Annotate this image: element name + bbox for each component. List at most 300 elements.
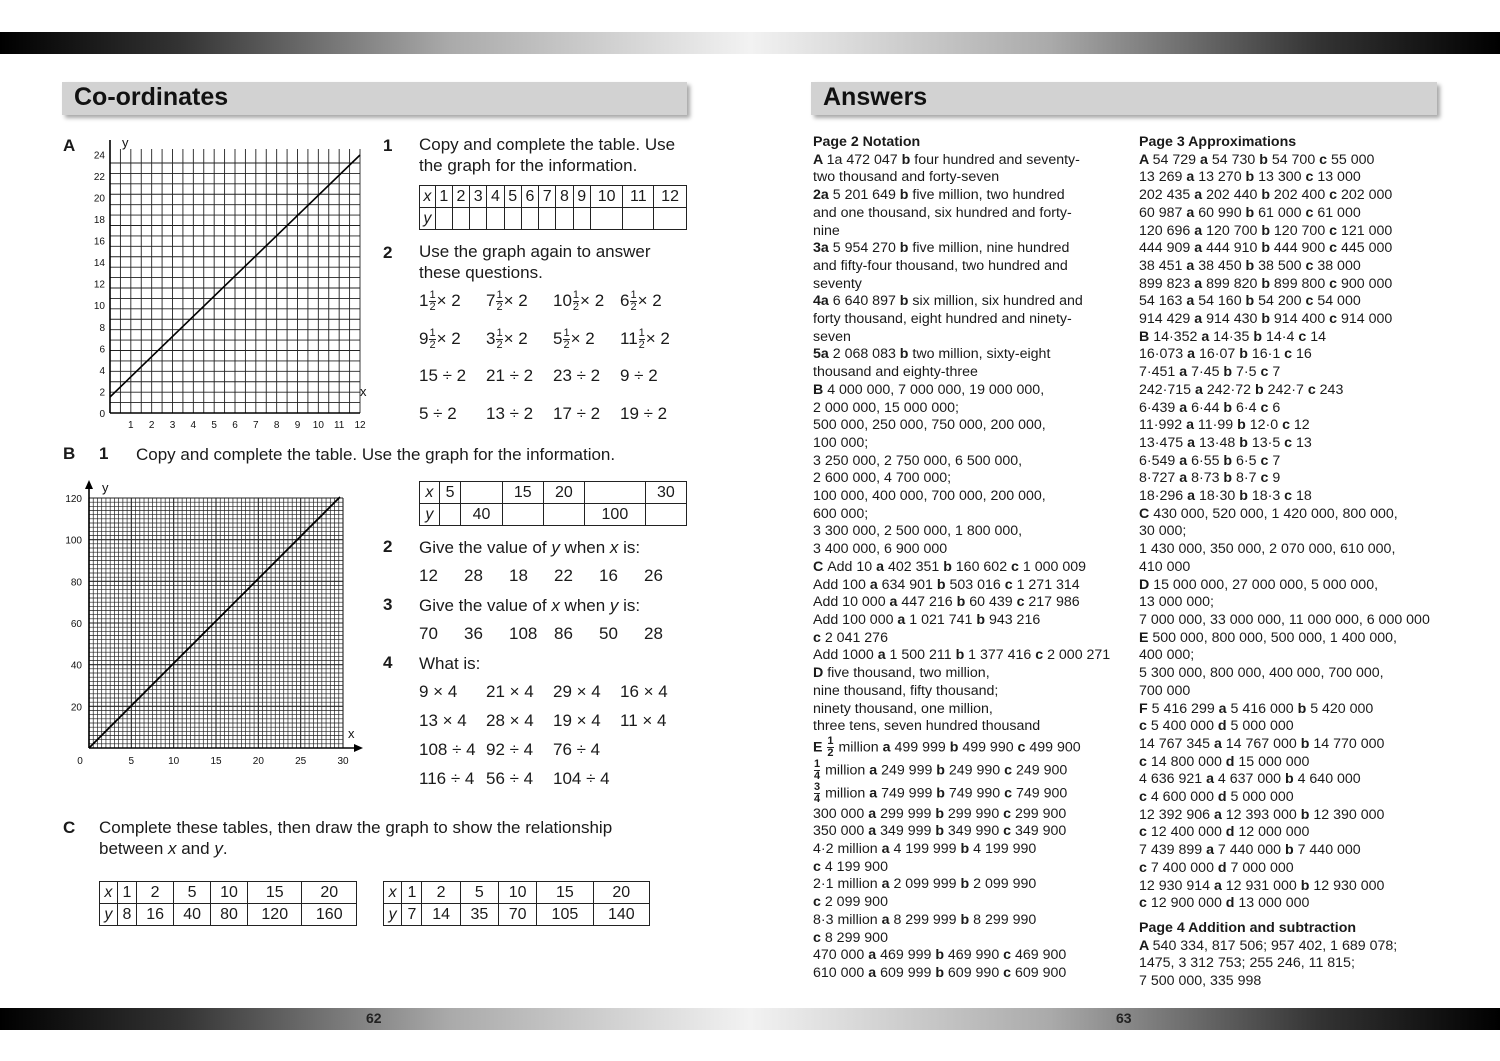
table-cell: 40 [174, 904, 211, 926]
value-item: 16 [599, 566, 618, 585]
table-cell: 11 [623, 186, 654, 208]
top-decorative-bar [0, 32, 1500, 54]
a-q2-line-2: these questions. [419, 263, 543, 282]
value-item: 12 [419, 566, 438, 585]
table-cell [487, 208, 504, 230]
graph-b-y-tick: 60 [70, 619, 82, 630]
answer-line: 7 000 000, 33 000 000, 11 000 000, 6 000 000 [1139, 611, 1430, 628]
answer-line: 30 000; [1139, 523, 1187, 540]
a-q1-text [419, 134, 675, 176]
table-cell: 8 [556, 186, 573, 208]
table-header-cell: y [420, 208, 436, 230]
table-cell: 140 [593, 904, 649, 926]
c-text-pre: between [99, 839, 168, 858]
answer-line: 7 439 899 a 7 440 000 b 7 440 000 [1139, 842, 1361, 859]
a-q1-line-2: the graph for the information. [419, 156, 638, 175]
b-q3-text [419, 595, 640, 616]
answer-line: 12 930 914 a 12 931 000 b 12 930 000 [1139, 877, 1385, 894]
graph-a-y-tick: 22 [93, 171, 105, 183]
answer-line: c 2 099 900 [813, 894, 888, 911]
value-item: 28 [644, 624, 663, 643]
table-cell [504, 208, 521, 230]
value-item: 26 [644, 566, 663, 585]
answers-title: Answers [823, 83, 928, 111]
graph-a-y-tick: 14 [93, 258, 105, 270]
answer-line: c 7 400 000 d 7 000 000 [1139, 859, 1294, 876]
answer-line: 5a 2 068 083 b two million, sixty-eight [813, 346, 1051, 363]
table-row [420, 208, 687, 230]
graph-a-x-ticks [128, 420, 366, 431]
graph-a-y-tick: 24 [93, 150, 105, 162]
table-row [384, 904, 650, 926]
answers-column-2 [1139, 134, 1430, 991]
graph-a-x-tick: 5 [211, 420, 217, 431]
table-cell: 120 [248, 904, 302, 926]
mixed-number-expression: 1 $\frac{1}{2}$ × 2 [419, 289, 461, 313]
answer-line: 350 000 a 349 999 b 349 990 c 349 900 [813, 823, 1067, 840]
answer-line: c 2 041 276 [813, 629, 888, 646]
graph-b-y-tick: 0 [77, 756, 83, 767]
expression-item: 11 × 4 [620, 711, 667, 730]
section-b-label: B [63, 444, 76, 463]
graph-b-x-tick: 30 [337, 756, 349, 767]
b-q3-var2: y [609, 596, 619, 615]
table-cell [623, 208, 654, 230]
b-q1-text: Copy and complete the table. Use the graph for the information. [136, 445, 616, 464]
b-q4-row [419, 682, 687, 702]
table-row [100, 904, 357, 926]
value-item: 36 [464, 624, 483, 643]
graph-b-x-label: x [348, 726, 355, 741]
division-expression: 13 ÷ 2 [486, 404, 534, 423]
graph-a-x-tick: 6 [232, 420, 238, 431]
page-number-right: 63 [1116, 1010, 1132, 1026]
table-cell: 5 [460, 882, 498, 904]
c-text-line-2 [99, 838, 612, 859]
answer-line: nine [813, 222, 840, 239]
answer-line: 470 000 a 469 999 b 469 990 c 469 900 [813, 947, 1067, 964]
answer-line: c 8 299 900 [813, 929, 888, 946]
answer-line: forty thousand, eight hundred and ninety- [813, 311, 1072, 328]
answer-line: 400 000; [1139, 647, 1195, 664]
answer-line: c 14 800 000 d 15 000 000 [1139, 753, 1310, 770]
graph-a-x-tick: 7 [253, 420, 259, 431]
graph-a-y-tick: 20 [93, 193, 105, 205]
table-cell: 9 [573, 186, 590, 208]
value-item: 70 [419, 624, 438, 643]
table-cell: 80 [211, 904, 248, 926]
table-cell: 7 [539, 186, 556, 208]
answer-line: 444 909 a 444 910 b 444 900 c 445 000 [1139, 240, 1393, 257]
a-q1-table [419, 185, 687, 230]
table-cell: 1 [402, 882, 422, 904]
c-text [99, 817, 612, 859]
table-row [420, 186, 687, 208]
table-cell: 15 [502, 482, 543, 504]
table-cell: 14 [422, 904, 460, 926]
answer-line: E $\frac{1}{2}$ million a 499 999 b 499 990 c 499 900 [813, 734, 1081, 759]
table-cell: 5 [174, 882, 211, 904]
answer-line: ninety thousand, one million, [813, 700, 993, 717]
table-row [384, 882, 650, 904]
answer-line: 3 250 000, 2 750 000, 6 500 000, [813, 452, 1023, 469]
answer-line: 2a 5 201 649 b five million, two hundred [813, 187, 1065, 204]
answer-line: 300 000 a 299 999 b 299 990 c 299 900 [813, 805, 1067, 822]
division-expression: 15 ÷ 2 [419, 366, 467, 385]
answer-line: 202 435 a 202 440 b 202 400 c 202 000 [1139, 187, 1393, 204]
answer-line: 4a 6 640 897 b six million, six hundred and [813, 293, 1083, 310]
answer-line: B 14·352 a 14·35 b 14·4 c 14 [1139, 328, 1326, 345]
mixed-number-expression: 7 $\frac{1}{2}$ × 2 [486, 289, 528, 313]
b-q3-number: 3 [383, 595, 393, 614]
answer-line: 13 000 000; [1139, 594, 1214, 611]
a-q2-row-2 [419, 328, 687, 351]
table-cell: 8 [117, 904, 136, 926]
table-cell [539, 208, 556, 230]
answer-line: two thousand and forty-seven [813, 169, 1000, 186]
answer-line: 14 767 345 a 14 767 000 b 14 770 000 [1139, 735, 1385, 752]
graph-b-x-ticks [129, 756, 349, 767]
b-q2-values [419, 566, 689, 586]
answer-line: 700 000 [1139, 682, 1191, 699]
graph-b-y-arrow [85, 480, 93, 489]
answer-line: 610 000 a 609 999 b 609 990 c 609 900 [813, 964, 1067, 981]
page-title-band-right [811, 82, 1437, 115]
answer-line: 410 000 [1139, 558, 1191, 575]
graph-b-x-tick: 5 [128, 756, 135, 767]
answer-line: 2·1 million a 2 099 999 b 2 099 990 [813, 876, 1037, 893]
table-cell [556, 208, 573, 230]
answer-line: 3 300 000, 2 500 000, 1 800 000, [813, 523, 1023, 540]
graph-b-x-arrow [354, 744, 363, 752]
answer-line: Add 1000 a 1 500 211 b 1 377 416 c 2 000 271 [813, 647, 1111, 664]
division-expression: 5 ÷ 2 [419, 404, 457, 423]
graph-a-x-tick: 10 [312, 420, 324, 431]
answer-line: 38 451 a 38 450 b 38 500 c 38 000 [1139, 257, 1361, 274]
graph-a-x-label: x [360, 384, 367, 399]
mixed-number-expression: 5 $\frac{1}{2}$ × 2 [553, 327, 595, 351]
division-expression: 21 ÷ 2 [486, 366, 534, 385]
table-cell [645, 504, 686, 526]
graph-b-y-tick: 120 [65, 494, 82, 505]
answers-section-heading: Page 2 Notation [813, 134, 921, 150]
graph-a-x-tick: 8 [273, 420, 280, 431]
answer-line: D five thousand, two million, [813, 665, 990, 682]
table-cell: 100 [585, 504, 646, 526]
answer-line: 120 696 a 120 700 b 120 700 c 121 000 [1139, 222, 1393, 239]
expression-item: 13 × 4 [419, 711, 467, 730]
table-cell: 2 [422, 882, 460, 904]
graph-b-y-tick: 80 [70, 577, 82, 589]
expression-item: 28 × 4 [486, 711, 534, 730]
c-text-line-1: Complete these tables, then draw the graph to show the relationship [99, 818, 613, 837]
c-text-x: x [168, 839, 177, 858]
page-title-band-left [62, 82, 687, 115]
table-header-cell: y [384, 904, 402, 926]
table-cell: 7 [402, 904, 422, 926]
answer-line: $\frac{3}{4}$ million a 749 999 b 749 990 c 749 900 [814, 781, 1068, 806]
table-cell: 20 [302, 882, 357, 904]
graph-b-y-tick: 100 [65, 535, 82, 547]
answer-line: 18·296 a 18·30 b 18·3 c 18 [1139, 488, 1312, 505]
graph-a-x-tick: 9 [294, 420, 301, 431]
answer-line: 7 500 000, 335 998 [1139, 973, 1262, 990]
expression-item: 29 × 4 [553, 682, 601, 701]
b-q2-var: y [551, 538, 560, 557]
answer-line: 2 000 000, 15 000 000; [813, 399, 959, 416]
table-row [100, 882, 357, 904]
table-cell: 10 [498, 882, 536, 904]
answer-line: 914 429 a 914 430 b 914 400 c 914 000 [1139, 311, 1393, 328]
answer-line: 4·2 million a 4 199 999 b 4 199 990 [813, 841, 1037, 858]
table-cell: 1 [435, 186, 452, 208]
answer-line: c 4 600 000 d 5 000 000 [1139, 789, 1294, 806]
table-cell: 15 [248, 882, 302, 904]
answer-line: Add 100 a 634 901 b 503 016 c 1 271 314 [813, 576, 1080, 593]
expression-item: 76 ÷ 4 [553, 740, 601, 759]
answer-line: F 5 416 299 a 5 416 000 b 5 420 000 [1139, 700, 1374, 717]
value-item: 86 [554, 624, 573, 643]
b-q3-var: x [551, 596, 560, 615]
table-header-cell: x [420, 186, 436, 208]
answer-line: 100 000; [813, 434, 869, 451]
graph-a-x-tick: 1 [128, 420, 134, 431]
b-q1-number: 1 [99, 444, 109, 463]
answer-line: and fifty-four thousand, two hundred and [813, 257, 1068, 274]
table-cell: 30 [645, 482, 686, 504]
b-q1-table [419, 481, 687, 526]
b-q4-row [419, 740, 620, 760]
graph-a-y-tick: 12 [93, 279, 105, 291]
answer-line: 4 636 921 a 4 637 000 b 4 640 000 [1139, 771, 1361, 788]
b-q3-post: is: [618, 596, 641, 615]
expression-item: 108 ÷ 4 [419, 740, 476, 759]
answer-line: 16·073 a 16·07 b 16·1 c 16 [1139, 346, 1312, 363]
c-table-1 [99, 881, 357, 926]
graph-a-x-tick: 3 [169, 420, 176, 431]
graph-a-y-tick: 2 [99, 387, 105, 399]
table-cell: 20 [543, 482, 584, 504]
graph-a-grid [110, 149, 360, 413]
table-cell: 1 [117, 882, 136, 904]
answer-line: Add 100 000 a 1 021 741 b 943 216 [813, 611, 1041, 628]
table-cell [521, 208, 538, 230]
table-cell [502, 504, 543, 526]
bottom-decorative-bar [0, 1008, 1500, 1030]
answer-line: 3a 5 954 270 b five million, nine hundred [813, 240, 1070, 257]
a-q2-row-4 [419, 404, 687, 424]
table-cell [452, 208, 469, 230]
expression-item: 21 × 4 [486, 682, 534, 701]
expression-item: 92 ÷ 4 [486, 740, 534, 759]
graph-b-x-tick: 20 [252, 756, 264, 767]
graph-b-y-tick: 20 [70, 702, 82, 714]
answer-line: 899 823 a 899 820 b 899 800 c 900 000 [1139, 275, 1393, 292]
section-a-label: A [63, 136, 76, 155]
a-q2-text [419, 241, 651, 283]
answer-line: 8·3 million a 8 299 999 b 8 299 990 [813, 911, 1037, 928]
table-row [420, 504, 687, 526]
b-q2-post: is: [618, 538, 641, 557]
table-cell: 4 [487, 186, 504, 208]
b-q2-text [419, 537, 640, 558]
page-title: Co-ordinates [74, 83, 229, 111]
answer-line: 7·451 a 7·45 b 7·5 c 7 [1139, 364, 1281, 381]
table-cell: 70 [498, 904, 536, 926]
table-cell [590, 208, 623, 230]
answer-line: 1 430 000, 350 000, 2 070 000, 610 000, [1139, 541, 1396, 558]
value-item: 28 [464, 566, 483, 585]
table-header-cell: x [100, 882, 118, 904]
b-q2-var2: x [609, 538, 619, 557]
answer-line: 12 392 906 a 12 393 000 b 12 390 000 [1139, 806, 1385, 823]
graph-a-x-tick: 4 [190, 420, 197, 431]
graph-a-x-tick: 12 [354, 420, 366, 431]
answers-section-heading: Page 4 Addition and subtraction [1139, 919, 1357, 936]
expression-item: 9 × 4 [419, 682, 458, 701]
table-cell: 12 [654, 186, 687, 208]
answer-line: 54 163 a 54 160 b 54 200 c 54 000 [1139, 293, 1361, 310]
answer-line: 13·475 a 13·48 b 13·5 c 13 [1139, 434, 1312, 451]
answer-line: C 430 000, 520 000, 1 420 000, 800 000, [1139, 505, 1398, 522]
answer-line: A 540 334, 817 506; 957 402, 1 689 078; [1139, 937, 1398, 954]
answer-line: 1475, 3 312 753; 255 246, 11 815; [1139, 955, 1355, 972]
answer-line: 5 300 000, 800 000, 400 000, 700 000, [1139, 665, 1384, 682]
b-q2-mid: when [559, 538, 610, 557]
table-cell: 5 [504, 186, 521, 208]
table-cell [439, 504, 461, 526]
graph-a [88, 130, 378, 431]
table-cell [573, 208, 590, 230]
table-cell [435, 208, 452, 230]
expression-item: 56 ÷ 4 [486, 769, 534, 788]
answer-line: 100 000, 400 000, 700 000, 200 000, [813, 488, 1046, 505]
table-cell: 105 [537, 904, 593, 926]
answer-line: nine thousand, fifty thousand; [813, 682, 999, 699]
graph-a-x-tick: 11 [333, 420, 345, 431]
graph-b-y-label: y [102, 480, 109, 495]
answer-line: thousand and eighty-three [813, 364, 978, 381]
answer-line: D 15 000 000, 27 000 000, 5 000 000, [1139, 576, 1379, 593]
a-q2-number: 2 [383, 243, 393, 262]
table-cell: 40 [461, 504, 502, 526]
answer-line: $\frac{1}{4}$ million a 249 999 b 249 990 c 249 900 [814, 758, 1068, 783]
answer-line: 500 000, 250 000, 750 000, 200 000, [813, 417, 1046, 434]
graph-a-y-tick: 10 [93, 301, 105, 313]
graph-a-y-tick: 4 [99, 365, 105, 377]
expression-item: 19 × 4 [553, 711, 601, 730]
graph-a-y-tick: 0 [99, 409, 105, 420]
table-cell: 35 [460, 904, 498, 926]
c-text-post: . [222, 839, 228, 858]
table-cell [654, 208, 687, 230]
answer-line: 242·715 a 242·72 b 242·7 c 243 [1139, 381, 1344, 398]
answer-line: seventy [813, 275, 862, 292]
table-header-cell: x [420, 482, 440, 504]
table-header-cell: x [384, 882, 402, 904]
table-cell: 16 [137, 904, 174, 926]
mixed-number-expression: 6 $\frac{1}{2}$ × 2 [620, 289, 662, 313]
table-cell: 20 [593, 882, 649, 904]
table-cell: 5 [439, 482, 461, 504]
section-c-label: C [63, 818, 76, 837]
b-q3-mid: when [559, 596, 610, 615]
b-q4-text: What is: [419, 654, 481, 673]
answer-line: Add 10 000 a 447 216 b 60 439 c 217 986 [813, 594, 1080, 611]
graph-a-y-ticks [94, 150, 106, 420]
table-header-cell: y [100, 904, 118, 926]
value-item: 108 [509, 624, 538, 643]
answer-line: c 5 400 000 d 5 000 000 [1139, 718, 1294, 735]
graph-b-x-tick: 15 [210, 756, 222, 767]
answer-line: c 4 199 900 [813, 858, 888, 875]
answer-line: c 12 400 000 d 12 000 000 [1139, 824, 1310, 841]
division-expression: 17 ÷ 2 [553, 404, 601, 423]
c-text-y: y [214, 839, 223, 858]
expression-item: 104 ÷ 4 [553, 769, 610, 788]
graph-a-x-tick: 2 [148, 420, 155, 431]
division-expression: 23 ÷ 2 [553, 366, 601, 385]
graph-b-y-tick: 40 [70, 660, 82, 672]
answer-line: A 1a 472 047 b four hundred and seventy- [813, 151, 1080, 168]
graph-b [60, 476, 370, 771]
division-expression: 9 ÷ 2 [620, 366, 658, 385]
answers-section-heading: Page 3 Approximations [1139, 134, 1297, 150]
graph-a-y-tick: 8 [99, 322, 105, 334]
mixed-number-expression: 10 $\frac{1}{2}$ × 2 [553, 289, 605, 313]
table-cell [470, 208, 487, 230]
answer-line: 13 269 a 13 270 b 13 300 c 13 000 [1139, 169, 1361, 186]
graph-a-y-tick: 6 [99, 344, 105, 356]
table-cell: 10 [211, 882, 248, 904]
expression-item: 116 ÷ 4 [419, 769, 475, 788]
answer-line: three tens, seven hundred thousand [813, 718, 1041, 735]
a-q1-line-1: Copy and complete the table. Use [419, 135, 676, 154]
table-cell: 2 [452, 186, 469, 208]
answer-line: c 12 900 000 d 13 000 000 [1139, 895, 1310, 912]
expression-item: 16 × 4 [620, 682, 668, 701]
answer-line: seven [813, 328, 851, 345]
table-cell [543, 504, 584, 526]
c-text-mid: and [176, 839, 215, 858]
table-cell: 2 [137, 882, 174, 904]
answer-line: 8·727 a 8·73 b 8·7 c 9 [1139, 470, 1281, 487]
graph-a-y-label: y [122, 135, 129, 150]
graph-b-y-ticks [65, 494, 83, 767]
table-cell [585, 482, 646, 504]
mixed-number-expression: 9 $\frac{1}{2}$ × 2 [419, 327, 461, 351]
answer-line: 60 987 a 60 990 b 61 000 c 61 000 [1139, 204, 1361, 221]
answer-line: 11·992 a 11·99 b 12·0 c 12 [1139, 417, 1310, 434]
table-row [420, 482, 687, 504]
answer-line: B 4 000 000, 7 000 000, 19 000 000, [813, 381, 1045, 398]
table-cell [461, 482, 502, 504]
a-q2-row-1 [419, 290, 687, 313]
b-q4-row [419, 711, 687, 731]
b-q3-values [419, 624, 689, 644]
b-q4-number: 4 [383, 653, 393, 672]
answer-line: 2 600 000, 4 700 000; [813, 470, 952, 487]
answer-line: 6·439 a 6·44 b 6·4 c 6 [1139, 399, 1281, 416]
answer-line: 600 000; [813, 505, 869, 522]
mixed-number-expression: 11 $\frac{1}{2}$ × 2 [620, 327, 670, 351]
answer-line: E 500 000, 800 000, 500 000, 1 400 000, [1139, 629, 1397, 646]
answer-line: 3 400 000, 6 900 000 [813, 541, 948, 558]
table-cell: 6 [521, 186, 538, 208]
a-q1-number: 1 [383, 136, 393, 155]
answer-line: A 54 729 a 54 730 b 54 700 c 55 000 [1139, 151, 1375, 168]
answer-line: and one thousand, six hundred and forty- [813, 204, 1072, 221]
